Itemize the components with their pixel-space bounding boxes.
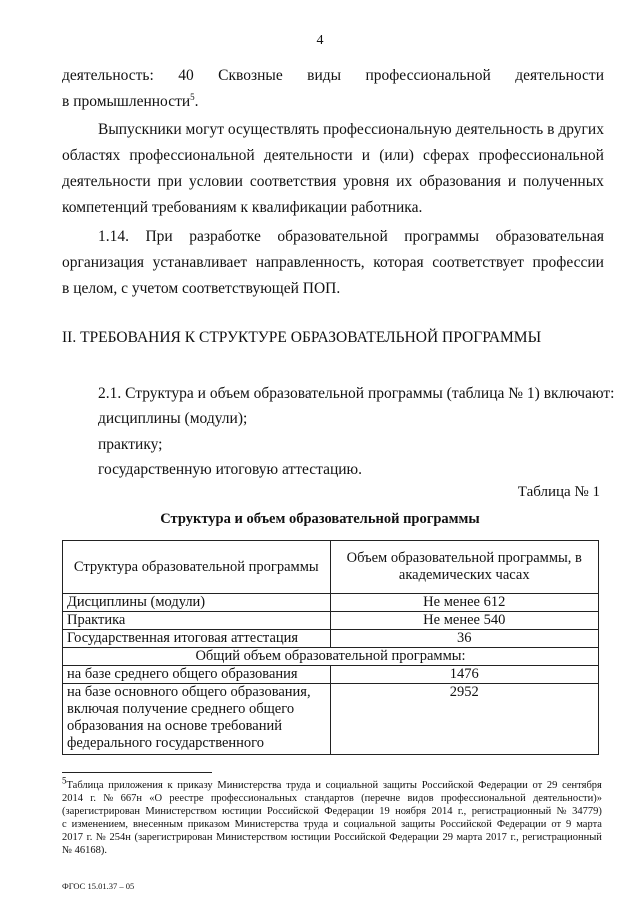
para3-line4: государственную итоговую аттестацию. xyxy=(98,461,363,478)
word: 29 xyxy=(546,780,558,791)
table-row xyxy=(63,612,599,630)
footnote-line6: № 46168). xyxy=(62,845,108,856)
word: соответствует xyxy=(432,254,524,271)
word: (зарегистрирован xyxy=(62,806,140,817)
word: деятельность xyxy=(455,121,544,138)
row-label: Практика xyxy=(63,612,331,630)
word: Министерства xyxy=(234,819,299,830)
footer-code: ФГОС 15.01.37 – 05 xyxy=(62,881,135,891)
word: соответствия xyxy=(249,173,337,190)
word: социальной xyxy=(343,819,397,830)
word: юстиции xyxy=(222,806,262,817)
word: деятельность: xyxy=(62,67,154,84)
word: (перечне xyxy=(361,793,401,804)
word: и xyxy=(315,780,321,791)
word: областях xyxy=(62,147,121,164)
text: . xyxy=(194,93,199,110)
word: с xyxy=(62,819,67,830)
word: к xyxy=(167,780,173,791)
word: изменением, xyxy=(71,819,128,830)
section-heading: II. ТРЕБОВАНИЯ К СТРУКТУРЕ ОБРАЗОВАТЕЛЬНОЙ ПРОГРАММЫ xyxy=(62,329,542,346)
word: приказом xyxy=(187,819,230,830)
word: профессии xyxy=(532,254,604,271)
col1-header: Структура образовательной программы xyxy=(63,541,331,594)
word: образовательной xyxy=(277,228,388,245)
word: их xyxy=(396,173,413,190)
word: образования xyxy=(419,173,501,190)
word: при xyxy=(157,173,183,190)
word: г., xyxy=(457,806,467,817)
word: направленность, xyxy=(255,254,365,271)
word: полученных xyxy=(523,173,604,190)
word: № xyxy=(95,832,106,843)
word: № xyxy=(556,806,567,817)
word: марта xyxy=(456,832,483,843)
word: приложения xyxy=(108,780,163,791)
word: 2014 xyxy=(62,793,83,804)
word: регистрационный xyxy=(522,832,602,843)
word: 1.14. xyxy=(98,228,129,245)
word: программы xyxy=(404,228,480,245)
word: Российской xyxy=(440,819,492,830)
word: г., xyxy=(510,832,519,843)
para3-line1: 2.1. Структура и объем образовательной программы (таблица № 1) включают: xyxy=(98,385,615,402)
para1-line1 xyxy=(98,120,604,139)
word: уровня xyxy=(343,173,390,190)
footnote-line2 xyxy=(62,792,602,805)
word: видов xyxy=(407,793,434,804)
word: сферах xyxy=(423,147,470,164)
word: 667н xyxy=(120,793,142,804)
table-row xyxy=(63,666,599,684)
word: устанавливает xyxy=(152,254,248,271)
word: деятельности xyxy=(263,147,353,164)
word: г. xyxy=(90,793,97,804)
word: 40 xyxy=(178,67,194,84)
word: и xyxy=(507,173,517,190)
para2-line2 xyxy=(62,253,604,272)
para1-line4: компетенций требованиям к квалификации работника. xyxy=(62,199,423,216)
word: деятельности)» xyxy=(533,793,602,804)
word: защиты xyxy=(382,780,417,791)
word: от xyxy=(532,780,543,791)
row-value: 2952 xyxy=(330,684,599,755)
word: 254н xyxy=(109,832,131,843)
word: условии xyxy=(188,173,243,190)
word: При xyxy=(145,228,173,245)
word: № xyxy=(103,793,114,804)
para1-line2 xyxy=(62,146,604,165)
row-label: на базе среднего общего образования xyxy=(63,666,331,684)
word: Федерации xyxy=(496,819,547,830)
word: труда xyxy=(303,819,329,830)
footnote-line5 xyxy=(62,831,602,844)
word: профессиональной xyxy=(478,147,604,164)
para3-line3: практику; xyxy=(98,436,163,453)
word: труда xyxy=(286,780,311,791)
word: г. xyxy=(86,832,93,843)
word: и xyxy=(361,147,371,164)
word: Сквозные xyxy=(218,67,283,84)
row-value: 36 xyxy=(330,630,599,648)
para3-line2: дисциплины (модули); xyxy=(98,410,248,427)
word: 19 xyxy=(379,806,390,817)
word: других xyxy=(558,121,604,138)
word: Федерации xyxy=(478,780,528,791)
word: ноября xyxy=(395,806,427,817)
word: Федерации xyxy=(324,806,374,817)
word: стандартов xyxy=(304,793,354,804)
structure-table xyxy=(62,540,599,755)
word: марта xyxy=(576,819,602,830)
word: 2014 xyxy=(431,806,453,817)
row-label: Дисциплины (модули) xyxy=(63,594,331,612)
word: осуществлять xyxy=(227,121,320,138)
row-label: Государственная итоговая аттестация xyxy=(63,630,331,648)
word: профессиональной xyxy=(129,147,255,164)
row-value: Не менее 612 xyxy=(330,594,599,612)
table-header-row xyxy=(63,541,599,594)
table-caption: Структура и объем образовательной программы xyxy=(160,511,480,527)
footnote-separator xyxy=(62,772,212,773)
word: которая xyxy=(373,254,424,271)
para1-line3 xyxy=(62,172,604,191)
para2-line1 xyxy=(98,227,604,246)
word: 2017 xyxy=(485,832,507,843)
word: образовательная xyxy=(495,228,604,245)
footnote-marker: 5 xyxy=(62,775,67,786)
footnote-line4 xyxy=(62,818,602,831)
para0-line1 xyxy=(62,66,604,85)
row-label: на базе основного общего образования, включая получение среднего общего образования на основе требований федерального государственного xyxy=(63,684,331,755)
word: 2017 xyxy=(62,832,83,843)
word: Министерством xyxy=(216,832,288,843)
word: могут xyxy=(185,121,224,138)
word: деятельности xyxy=(62,173,151,190)
word: сентября xyxy=(562,780,602,791)
word: (зарегистрирован xyxy=(134,832,213,843)
word xyxy=(62,775,104,792)
word: 9 xyxy=(566,819,572,830)
word: Министерства xyxy=(217,780,282,791)
footnote-line1 xyxy=(62,775,602,792)
footnote-ref: 5 xyxy=(190,91,195,102)
text: в промышленности xyxy=(62,93,191,110)
word: организация xyxy=(62,254,145,271)
word: внесенным xyxy=(132,819,183,830)
word: и xyxy=(333,819,339,830)
word: социальной xyxy=(325,780,379,791)
para0-line2 xyxy=(62,92,199,111)
footnote xyxy=(62,775,602,857)
word: защиты xyxy=(401,819,436,830)
table-row xyxy=(63,684,599,755)
word: «О xyxy=(149,793,163,804)
row-value: 1476 xyxy=(330,666,599,684)
word: 34779) xyxy=(572,806,602,817)
word: от xyxy=(551,819,562,830)
word: Российской xyxy=(421,780,474,791)
word: юстиции xyxy=(290,832,331,843)
word: в xyxy=(547,121,555,138)
word-text: Таблица xyxy=(66,780,104,791)
table-total-row xyxy=(63,648,599,666)
word: профессиональных xyxy=(210,793,298,804)
para2-line3: в целом, с учетом соответствующей ПОП. xyxy=(62,280,341,297)
word: Министерством xyxy=(145,806,217,817)
word: Российской xyxy=(333,832,386,843)
word: (или) xyxy=(379,147,414,164)
word: разработке xyxy=(189,228,261,245)
col2-header: Объем образовательной программы, в академических часах xyxy=(330,541,599,594)
word: деятельности xyxy=(515,67,604,84)
table-row xyxy=(63,594,599,612)
total-label: Общий объем образовательной программы: xyxy=(63,648,599,666)
word: профессиональной xyxy=(440,793,526,804)
word: Российской xyxy=(267,806,319,817)
word: Федерации xyxy=(389,832,439,843)
table-row xyxy=(63,630,599,648)
row-value: Не менее 540 xyxy=(330,612,599,630)
word: 29 xyxy=(442,832,453,843)
table-number: Таблица № 1 xyxy=(517,484,600,500)
word: Выпускники xyxy=(98,121,182,138)
word: реестре xyxy=(169,793,204,804)
word: регистрационный xyxy=(471,806,552,817)
word: приказу xyxy=(177,780,213,791)
word: профессиональной xyxy=(365,67,491,84)
footnote-line3 xyxy=(62,805,602,818)
page-number: 4 xyxy=(316,33,324,48)
word: виды xyxy=(307,67,342,84)
word: профессиональную xyxy=(323,121,452,138)
